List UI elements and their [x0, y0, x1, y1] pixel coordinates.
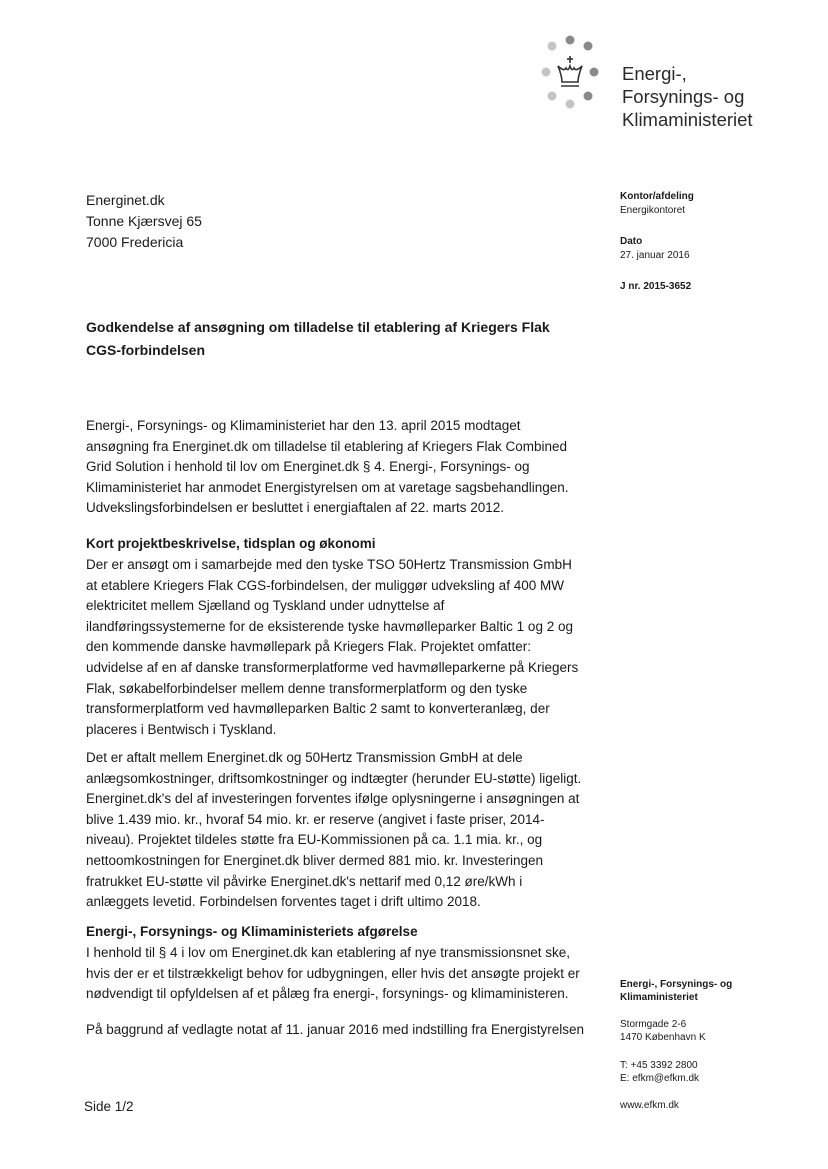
- body-paragraph-basis: [86, 1020, 584, 1041]
- footer-ministry-name: [620, 978, 732, 1004]
- text-line: ilandføringssystemerne for de eksisterende tyske havmølleparker Baltic 1 og 2 og: [86, 618, 573, 634]
- date-value: 27. januar 2016: [620, 250, 690, 261]
- text-line: udvidelse af en af danske transformerplatforme ved havmølleparkerne på Kriegers: [86, 659, 579, 675]
- text-line: at etablere Kriegers Flak CGS-forbindelsen, der muliggør udveksling af 400 MW: [86, 577, 564, 593]
- footer-address-line: 1470 København K: [620, 1032, 706, 1043]
- text-line: transformerplatform ved havmølleparken Baltic 2 samt to konverteranlæg, der: [86, 701, 550, 717]
- title-line: CGS-forbindelsen: [86, 342, 206, 358]
- footer-contact: [620, 1059, 699, 1085]
- logo-dot: [566, 36, 575, 45]
- text-line: blive 1.439 mio. kr., hvoraf 54 mio. kr. er reserve (angivet i faste priser, 2014-: [86, 811, 545, 827]
- footer-name-line: Energi-, Forsynings- og: [620, 979, 733, 990]
- text-line: Det er aftalt mellem Energinet.dk og 50Hertz Transmission GmbH at dele: [86, 750, 523, 765]
- text-line: Energi-, Forsynings- og Klimaministeriet har den 13. april 2015 modtaget: [86, 418, 521, 433]
- page-number: Side 1/2: [84, 1099, 134, 1114]
- logo-dot: [566, 100, 575, 109]
- footer-website: www.efkm.dk: [620, 1100, 679, 1111]
- section-heading-project: Kort projektbeskrivelse, tidsplan og økonomi: [86, 536, 376, 551]
- text-line: nødvendigt til opfyldelsen af et pålæg fra energi-, forsynings- og klimaministeren.: [86, 986, 569, 1002]
- footer-address: [620, 1018, 706, 1044]
- text-line: ansøgning fra Energinet.dk om tilladelse til etablering af Kriegers Flak Combined: [86, 438, 567, 454]
- date-label: Dato: [620, 236, 643, 247]
- logo-dot: [584, 92, 593, 101]
- footer-phone: T: +45 3392 2800: [620, 1060, 698, 1071]
- body-paragraph-intro: [86, 416, 569, 519]
- section-heading-decision: Energi-, Forsynings- og Klimaministeriets afgørelse: [86, 924, 418, 939]
- text-line: elektricitet mellem Sjælland og Tyskland under udnyttelse af: [86, 598, 445, 614]
- footer-address-line: Stormgade 2-6: [620, 1019, 687, 1030]
- ministry-name-line: Forsynings- og: [622, 86, 745, 107]
- text-line: På baggrund af vedlagte notat af 11. januar 2016 med indstilling fra Energistyrelsen: [86, 1022, 585, 1037]
- body-paragraph-project: [86, 555, 578, 740]
- text-line: Udvekslingsforbindelsen er besluttet i energiaftalen af 22. marts 2012.: [86, 500, 504, 516]
- text-line: Klimaministeriet har anmodet Energistyrelsen om at varetage sagsbehandlingen.: [86, 479, 569, 495]
- text-line: Energinet.dk's del af investeringen forventes ifølge oplysningerne i ansøgningen at: [86, 791, 580, 807]
- meta-date: [620, 235, 690, 263]
- journal-number: J nr. 2015-3652: [620, 281, 692, 292]
- footer-email: E: efkm@efkm.dk: [620, 1073, 700, 1084]
- text-line: nettoomkostningen for Energinet.dk bliver dermed 881 mio. kr. Investeringen: [86, 852, 544, 868]
- body-paragraph-decision: [86, 943, 580, 1005]
- text-line: I henhold til § 4 i lov om Energinet.dk kan etablering af nye transmissionsnet ske,: [86, 945, 571, 960]
- department-label: Kontor/afdeling: [620, 191, 694, 202]
- logo-dot: [542, 68, 551, 77]
- text-line: den kommende danske havmøllepark på Kriegers Flak. Projektet omfatter:: [86, 639, 531, 655]
- text-line: anlæggets levetid. Forbindelsen forventes taget i drift ultimo 2018.: [86, 894, 481, 910]
- logo-dot: [548, 42, 557, 51]
- recipient-line: Energinet.dk: [86, 192, 165, 208]
- logo-dot: [584, 42, 593, 51]
- crown-dots-logo-icon: [528, 32, 612, 116]
- text-line: Der er ansøgt om i samarbejde med den tyske TSO 50Hertz Transmission GmbH: [86, 557, 572, 572]
- crown-icon: [558, 56, 582, 86]
- footer-name-line: Klimaministeriet: [620, 992, 698, 1003]
- letter-title: [86, 316, 596, 362]
- text-line: placeres i Bentwisch i Tyskland.: [86, 721, 277, 737]
- recipient-line: Tonne Kjærsvej 65: [86, 213, 202, 229]
- text-line: Flak, søkabelforbindelser mellem denne transformerplatform og den tyske: [86, 680, 528, 696]
- logo-dot: [590, 68, 599, 77]
- body-paragraph-costs: [86, 748, 581, 913]
- ministry-name: [622, 62, 753, 131]
- ministry-name-line: Klimaministeriet: [622, 109, 753, 130]
- text-line: Grid Solution i henhold til lov om Energinet.dk § 4. Energi-, Forsynings- og: [86, 459, 530, 475]
- ministry-name-line: Energi-,: [622, 63, 687, 84]
- department-value: Energikontoret: [620, 205, 686, 216]
- text-line: hvis der er et tilstrækkeligt behov for udbygningen, eller hvis det ansøgte projekt er: [86, 965, 580, 981]
- meta-department: [620, 190, 694, 218]
- text-line: niveau). Projektet tildeles støtte fra EU-Kommissionen på ca. 1.1 mia. kr., og: [86, 832, 543, 848]
- text-line: anlægsomkostninger, driftsomkostninger og indtægter (herunder EU-støtte) ligeligt.: [86, 770, 582, 786]
- title-line: Godkendelse af ansøgning om tilladelse til etablering af Kriegers Flak: [86, 319, 550, 335]
- recipient-address: [86, 190, 202, 253]
- recipient-line: 7000 Fredericia: [86, 234, 184, 250]
- text-line: fratrukket EU-støtte vil påvirke Energinet.dk's nettarif med 0,12 øre/kWh i: [86, 873, 523, 889]
- logo-dot: [548, 92, 557, 101]
